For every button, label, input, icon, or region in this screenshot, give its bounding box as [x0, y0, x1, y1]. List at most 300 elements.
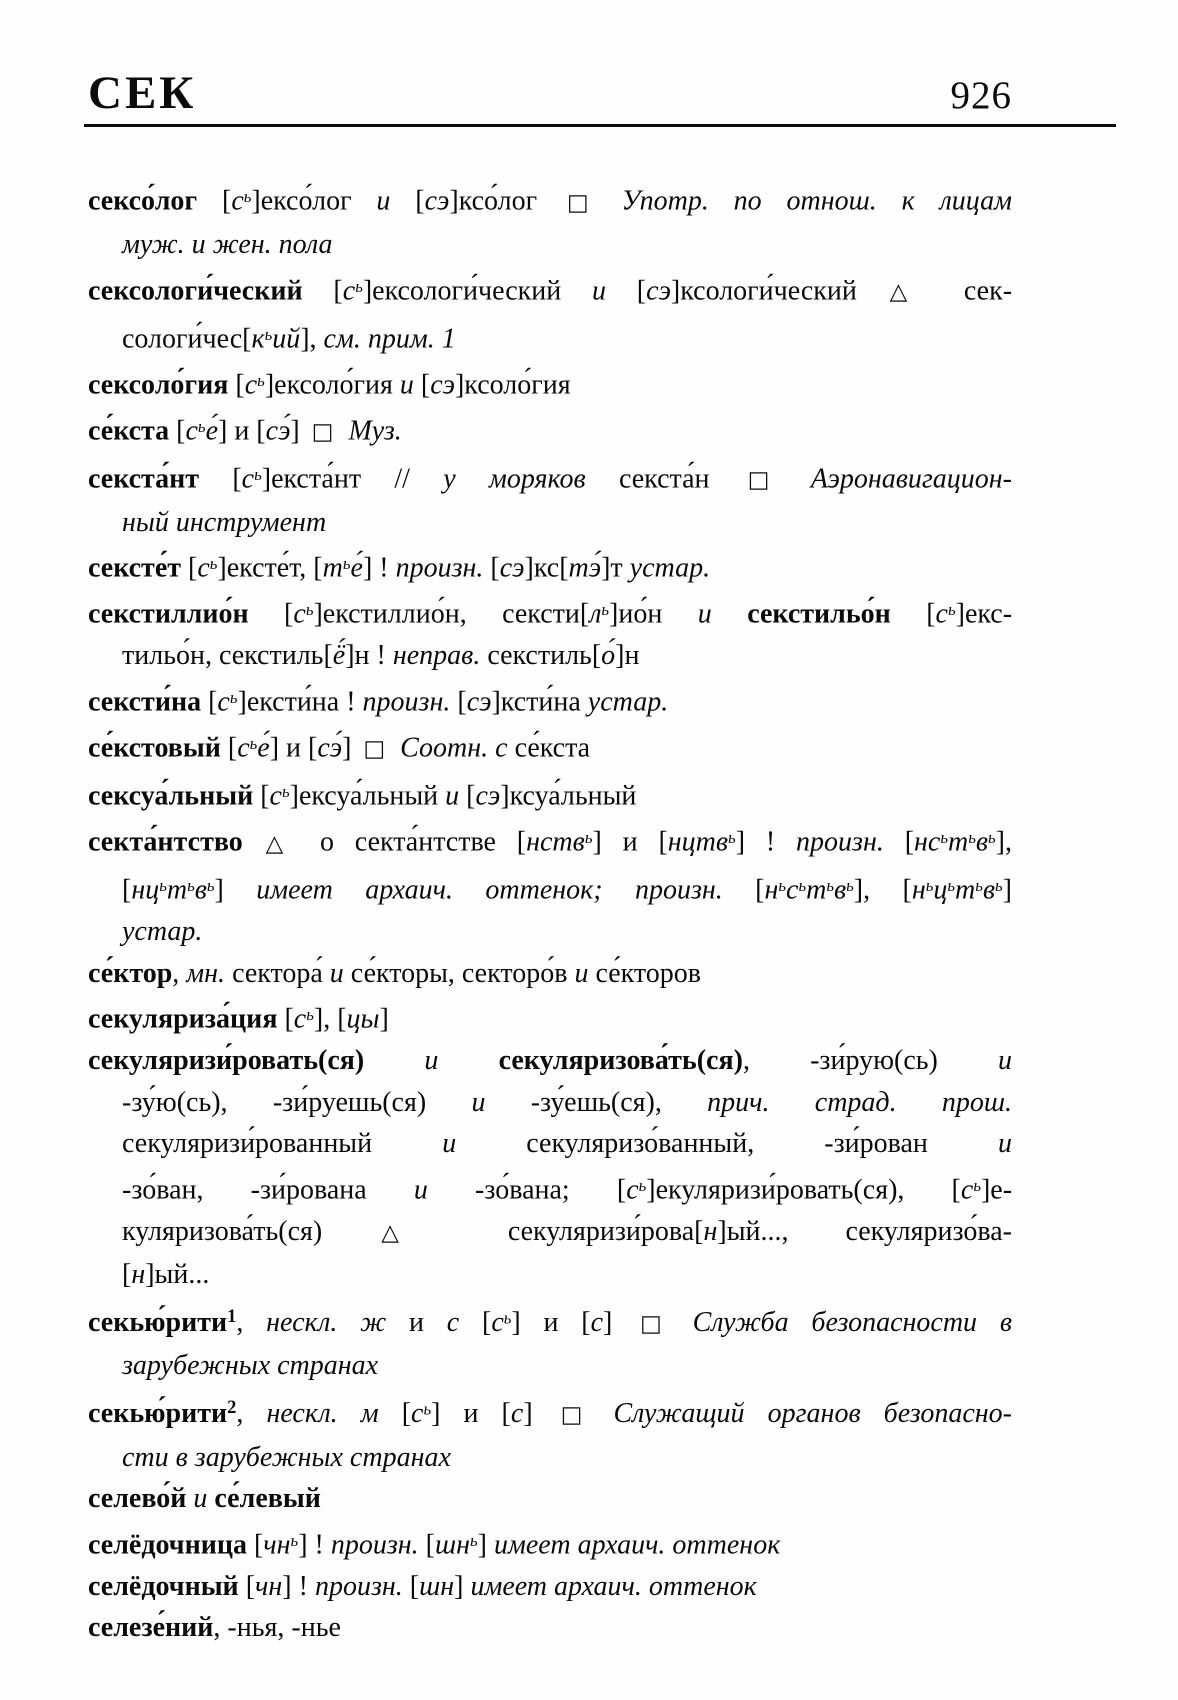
entry-text: се́кста	[507, 732, 591, 764]
headword: секста́нт	[88, 463, 200, 495]
entry-text: ]ксоло́гия	[454, 369, 571, 401]
entry-text: ]ксуа́льный	[500, 780, 637, 812]
entry-text: сологи́чес[	[122, 323, 252, 355]
entry-text: ]н !	[345, 640, 393, 672]
entry-text: ь	[973, 1175, 981, 1195]
entry-text: т	[948, 826, 969, 858]
entry-text: и	[424, 1045, 439, 1077]
entry-text: н	[703, 1215, 718, 1247]
entry-line	[88, 224, 1012, 266]
entry-text: [	[418, 1529, 435, 1561]
entry-text: ь	[947, 876, 955, 896]
entry-text: н	[131, 1259, 146, 1291]
entry-text: неправ.	[392, 640, 481, 672]
entry-text: т	[166, 874, 188, 906]
entry-text: см. прим. 1	[323, 323, 456, 355]
entry-text: [	[459, 780, 476, 812]
entry-line	[88, 1211, 1012, 1255]
entry-line	[88, 360, 1012, 406]
page-header	[88, 66, 1012, 120]
entry-text: Муз.	[348, 415, 402, 447]
entry-text: ]eксти́на !	[237, 686, 363, 718]
entry-line	[88, 1040, 1012, 1082]
entry-text: цы	[346, 1003, 380, 1035]
entry-text: [	[413, 369, 431, 401]
entry-text: сэ	[430, 369, 455, 401]
entry-line	[88, 1520, 1012, 1566]
entry-text: ,	[236, 1306, 267, 1338]
dictionary-entry	[88, 723, 1012, 771]
entry-text: ] !	[735, 826, 797, 858]
entry-text: [	[246, 1529, 264, 1561]
entry-text: л	[589, 598, 602, 630]
entry-text: 1	[227, 1305, 237, 1326]
entry-text: [	[277, 1003, 294, 1035]
entry-text: ] !	[298, 1529, 331, 1561]
entry-line	[88, 677, 1012, 723]
entry-text: с	[217, 686, 230, 718]
entry-text: ]	[454, 1570, 471, 1602]
definition-square-icon: □	[311, 419, 334, 446]
entry-text: [	[450, 686, 467, 718]
entry-text: устар.	[587, 686, 669, 718]
entry-text: ь	[159, 876, 167, 896]
entry-line	[88, 994, 1012, 1040]
entry-line	[88, 953, 1012, 995]
dictionary-entry	[88, 994, 1012, 1040]
entry-text: и	[697, 598, 712, 630]
entry-text: и	[413, 1174, 428, 1206]
entry-text: секстиль[	[480, 640, 602, 672]
entry-text: сти в зарубежных странах	[122, 1441, 451, 1473]
entry-line	[88, 1123, 1012, 1165]
entry-text: сэ	[646, 275, 671, 307]
headword: селёдочница	[88, 1529, 247, 1561]
entry-text: шн	[419, 1570, 455, 1602]
entry-text: сэ	[466, 686, 492, 718]
entry-text: [	[248, 598, 294, 630]
entry-text: с	[935, 598, 948, 630]
entry-text: и	[998, 1128, 1012, 1160]
entry-text: устар.	[122, 916, 203, 948]
dictionary-entry	[88, 589, 1012, 677]
entry-text: н	[764, 874, 779, 906]
entry-text: ь	[249, 733, 258, 753]
entry-text: ]екуляризи́ровать(ся), [	[646, 1174, 961, 1206]
entry-text: [	[220, 732, 238, 764]
headword: селево́й	[88, 1483, 187, 1515]
entry-text: [	[169, 415, 186, 447]
entry-text: шн	[435, 1529, 471, 1561]
entry-text: ь	[940, 828, 948, 848]
entry-text: и	[998, 1045, 1013, 1077]
entry-text: в	[833, 874, 847, 906]
dictionary-entry	[88, 1296, 1012, 1387]
entry-text: ]ексо́лог	[251, 185, 377, 217]
entry-text: с	[269, 780, 282, 812]
entry-text: сэ	[499, 552, 525, 584]
entry-text: нс	[914, 826, 941, 858]
entry-text: ]ексологи́ческий	[362, 275, 593, 307]
entry-text: ]ый...	[145, 1259, 210, 1291]
entry-text: е́	[257, 732, 270, 764]
entry-text: ь	[968, 828, 976, 848]
entry-text: произн.	[330, 1529, 419, 1561]
entry-text: с	[590, 1306, 604, 1338]
entry-text: и	[376, 185, 391, 217]
entry-text: ]ексте́т, [	[217, 552, 323, 584]
dictionary-entry	[88, 266, 1012, 360]
entry-text: ь	[947, 600, 956, 620]
entry-text: ь	[305, 600, 314, 620]
entry-line	[88, 176, 1012, 224]
dictionary-entry	[88, 454, 1012, 544]
entry-text: ]	[342, 732, 359, 764]
entry-text: ] !	[362, 552, 396, 584]
entry-text: ]ый..., секуляризо́ва-	[717, 1215, 1012, 1247]
entry-text: 2	[227, 1396, 237, 1417]
dictionary-entry	[88, 771, 1012, 817]
headword: секстильо́н	[747, 598, 891, 630]
entry-text: ь	[423, 1399, 432, 1419]
entry-text: ] и [	[218, 415, 266, 447]
entry-text: ],	[995, 826, 1012, 858]
entry-text: [	[181, 552, 198, 584]
dictionary-entry	[88, 1520, 1012, 1566]
entry-text: имеет архаич. оттенок	[470, 1570, 757, 1602]
entry-text: ц	[933, 874, 948, 906]
entry-text: с	[231, 185, 244, 217]
headword: секта́нтство	[88, 826, 243, 858]
entry-text: ], [	[313, 1003, 347, 1035]
dictionary-entry	[88, 360, 1012, 406]
entry-text: ий	[272, 323, 301, 355]
entry-text: с	[237, 732, 250, 764]
entry-text: [	[402, 1570, 420, 1602]
variant-triangle-icon: △	[265, 830, 298, 857]
entry-text: сек-	[933, 275, 1013, 307]
page-number: 926	[950, 74, 1012, 117]
dictionary-entry	[88, 1040, 1012, 1296]
entry-text: с	[411, 1398, 424, 1430]
headword: секуляриза́ция	[88, 1003, 278, 1035]
entry-text: ь	[601, 600, 610, 620]
entry-line	[88, 1345, 1012, 1387]
entry-text: нескл. м	[266, 1398, 379, 1430]
entry-line	[88, 406, 1012, 454]
entry-text: [	[459, 1306, 492, 1338]
entry-line	[88, 1254, 1012, 1296]
entry-text: произн.	[796, 826, 884, 858]
entry-line	[88, 723, 1012, 771]
entry-text: ] и [	[511, 1306, 591, 1338]
entry-text: в	[982, 874, 996, 906]
entry-line	[88, 1607, 1012, 1649]
entry-text: ] и [	[592, 826, 668, 858]
entry-line	[88, 266, 1012, 314]
definition-square-icon: □	[363, 736, 386, 763]
entry-line	[88, 1478, 1012, 1520]
entry-text: и	[574, 957, 589, 989]
entry-text: ]н	[615, 640, 640, 672]
entry-text: ]	[214, 874, 257, 906]
entry-text: ь	[975, 876, 983, 896]
entry-text: ь	[584, 828, 593, 848]
entry-text: произн.	[395, 552, 484, 584]
entry-text: ь	[638, 1175, 647, 1195]
entry-text: и	[399, 369, 414, 401]
entry-text: муж. и жен. пола	[122, 229, 333, 261]
entry-text: ]екс-	[955, 598, 1013, 630]
entry-text: ь	[254, 464, 262, 484]
headword: селёдочный	[88, 1570, 239, 1602]
entry-text: с	[491, 1306, 504, 1338]
entry-text: ]ексуа́льный	[289, 780, 446, 812]
dictionary-entries	[88, 176, 1012, 1649]
entry-text: [	[122, 874, 132, 906]
entry-text: секуляризи́рова[	[450, 1215, 704, 1247]
entry-text: нцтв	[667, 826, 729, 858]
entry-text: [	[302, 275, 343, 307]
entry-text: к	[251, 323, 265, 355]
entry-line	[88, 911, 1012, 953]
entry-text: устар.	[629, 552, 711, 584]
entry-line	[88, 1296, 1012, 1346]
entry-text: -зу́ю(сь), -зи́руешь(ся)	[122, 1086, 472, 1118]
entry-text: нц	[131, 874, 160, 906]
entry-text: се́кторов	[588, 957, 701, 989]
headword: селезе́ний	[88, 1612, 214, 1644]
entry-text: ь	[281, 781, 290, 801]
entry-text: ,	[172, 957, 187, 989]
entry-line	[88, 1437, 1012, 1479]
entry-text: т	[954, 874, 976, 906]
dictionary-entry	[88, 1387, 1012, 1478]
entry-text: в	[194, 874, 207, 906]
entry-text: н	[911, 874, 926, 906]
entry-text: ] и [	[269, 732, 318, 764]
entry-text: ь	[995, 876, 1003, 896]
entry-text: ], [	[853, 874, 912, 906]
headword: секью́рити	[88, 1306, 228, 1338]
headword: се́кстовый	[88, 732, 221, 764]
entry-text: , -нья, -нье	[213, 1612, 341, 1644]
entry-text: мн.	[186, 957, 226, 989]
entry-text: [	[228, 369, 245, 401]
entry-text: имеет архаич. оттенок	[494, 1529, 781, 1561]
entry-text: ]	[379, 1003, 389, 1035]
entry-line	[88, 1387, 1012, 1437]
headword: сексоло́гия	[88, 369, 229, 401]
entry-text: -зу́ешь(ся),	[485, 1086, 708, 1118]
entry-text: ]	[477, 1529, 494, 1561]
entry-text: произн.	[362, 686, 451, 718]
entry-text: ь	[503, 1308, 512, 1328]
dictionary-entry	[88, 1607, 1012, 1649]
entry-text: о секта́нтстве [	[299, 826, 527, 858]
entry-text: ь	[243, 187, 252, 206]
entry-line	[88, 1082, 1012, 1124]
entry-text: [	[722, 874, 765, 906]
headword: сексо́лог	[88, 185, 198, 217]
dictionary-entry	[88, 176, 1012, 266]
entry-text: [	[122, 1259, 132, 1291]
entry-line	[88, 1566, 1012, 1608]
entry-text: ]	[523, 1398, 556, 1430]
entry-text: с	[241, 463, 255, 495]
headword: секуляризова́ть(ся)	[498, 1045, 743, 1077]
entry-text: се́кторы, секторо́в	[343, 957, 575, 989]
headword: сексологи́ческий	[88, 275, 303, 307]
entry-line	[88, 454, 1012, 502]
entry-text: чн	[263, 1529, 291, 1561]
definition-square-icon: □	[560, 1402, 599, 1429]
entry-text: с	[342, 275, 356, 307]
entry-text: ё́	[332, 640, 346, 672]
headword: секью́рити	[88, 1398, 228, 1430]
entry-text: о́	[601, 640, 616, 672]
entry-text: т	[806, 874, 827, 906]
entry-text: Употр. по отнош. к лицам	[621, 185, 1013, 217]
entry-text: чн	[255, 1570, 283, 1602]
dictionary-entry	[88, 1478, 1012, 1520]
entry-text: Служащий органов безопасно-	[613, 1398, 1013, 1430]
entry-text: сектора́	[225, 957, 330, 989]
entry-text: секуляризо́ванный, -зи́рован	[456, 1128, 998, 1160]
entry-line	[88, 771, 1012, 817]
entry-text: ный инструмент	[122, 506, 327, 538]
entry-text: с	[446, 1306, 460, 1338]
entry-text: куляризова́ть(ся)	[122, 1215, 380, 1247]
entry-text: ],	[300, 323, 324, 355]
entry-text: и	[445, 780, 460, 812]
entry-text	[712, 599, 747, 630]
entry-text: ь	[229, 687, 238, 707]
entry-text: Служба безопасности в	[692, 1306, 1012, 1338]
headword: се́левый	[214, 1483, 321, 1515]
headword: сексуа́льный	[88, 780, 254, 812]
entry-text: , -зи́рую(сь)	[742, 1045, 999, 1077]
entry-text: с	[960, 1174, 974, 1206]
entry-text: ь	[846, 876, 854, 896]
entry-text: [	[253, 780, 270, 812]
entry-text: с	[510, 1398, 524, 1430]
entry-text: и	[592, 275, 607, 307]
entry-text: тэ́	[568, 552, 602, 584]
entry-text: ь	[306, 1005, 314, 1025]
headword: се́ктор	[88, 957, 173, 989]
definition-square-icon: □	[747, 467, 796, 494]
entry-text: ь	[355, 276, 363, 296]
entry-text: [	[390, 185, 425, 217]
dictionary-entry	[88, 1566, 1012, 1608]
entry-text	[364, 1045, 424, 1076]
entry-text: ь	[257, 370, 265, 390]
headword: сексте́т	[88, 552, 181, 584]
definition-square-icon: □	[640, 1310, 678, 1337]
entry-line	[88, 865, 1012, 911]
entry-text	[243, 827, 264, 858]
entry-text: сэ́	[265, 415, 291, 447]
entry-text: [	[197, 185, 232, 217]
entry-text: -зо́ван, -зи́рована	[122, 1174, 414, 1206]
entry-text: ]е-	[980, 1174, 1013, 1206]
entry-text: с	[185, 415, 198, 447]
entry-text: ]ксо́лог	[449, 185, 562, 217]
entry-text: ь	[826, 876, 834, 896]
entry-text: секуляризи́рованный	[122, 1128, 443, 1160]
entry-text: ь	[925, 876, 934, 896]
headword: се́кста	[88, 415, 170, 447]
running-head-section: СЕК	[88, 67, 197, 119]
entry-text: ь	[798, 876, 807, 896]
entry-text: нств	[526, 826, 585, 858]
entry-text: и	[442, 1128, 457, 1160]
dictionary-entry	[88, 406, 1012, 454]
entry-text: тильо́н, секстиль[	[122, 640, 333, 672]
entry-text: сэ	[424, 185, 450, 217]
entry-text: и	[386, 1306, 447, 1338]
entry-text: ]т	[601, 552, 630, 584]
headword: секстиллио́н	[88, 598, 249, 630]
entry-text: [	[199, 463, 242, 495]
entry-line	[88, 502, 1012, 544]
entry-text: с	[626, 1174, 639, 1206]
entry-line	[88, 589, 1012, 635]
entry-text: и	[193, 1483, 208, 1515]
entry-text	[438, 1045, 498, 1076]
entry-text: ь	[206, 876, 215, 896]
entry-text: ]екстиллио́н, сексти[	[313, 598, 590, 630]
entry-text: ь	[290, 1530, 299, 1550]
entry-text: ]кс[	[524, 552, 569, 584]
entry-text: Соотн. с	[400, 732, 508, 764]
entry-text: ]ксологи́ческий	[670, 275, 888, 307]
headword: секуляризи́ровать(ся)	[88, 1045, 365, 1077]
entry-text: произн.	[314, 1570, 403, 1602]
header-rule	[84, 124, 1116, 127]
entry-text: ]	[603, 1306, 636, 1338]
entry-line	[88, 543, 1012, 589]
entry-text: ь	[778, 876, 787, 896]
entry-line	[88, 1165, 1012, 1211]
entry-text: имеет архаич. оттенок; произн.	[256, 874, 723, 906]
entry-text: [	[606, 275, 647, 307]
entry-text: с	[293, 598, 306, 630]
entry-text: сэ	[475, 780, 501, 812]
entry-text: с	[293, 1003, 307, 1035]
entry-text: ь	[342, 554, 351, 574]
entry-text: ь	[197, 416, 206, 436]
entry-text: ] !	[282, 1570, 315, 1602]
entry-text: [	[483, 552, 500, 584]
entry-line	[88, 635, 1012, 677]
entry-text: в	[975, 826, 989, 858]
entry-text: [	[883, 826, 915, 858]
entry-text: и	[329, 957, 344, 989]
entry-line	[88, 817, 1012, 865]
dictionary-entry	[88, 953, 1012, 995]
entry-text: ь	[187, 876, 195, 896]
entry-text: нескл. ж	[266, 1306, 387, 1338]
entry-text: [	[378, 1398, 412, 1430]
entry-text: е́	[350, 552, 363, 584]
entry-text: Аэронавигацион-	[810, 463, 1013, 495]
variant-triangle-icon: △	[889, 279, 932, 306]
definition-square-icon: □	[567, 189, 607, 216]
entry-text: ь	[988, 828, 996, 848]
entry-text: с	[244, 369, 258, 401]
